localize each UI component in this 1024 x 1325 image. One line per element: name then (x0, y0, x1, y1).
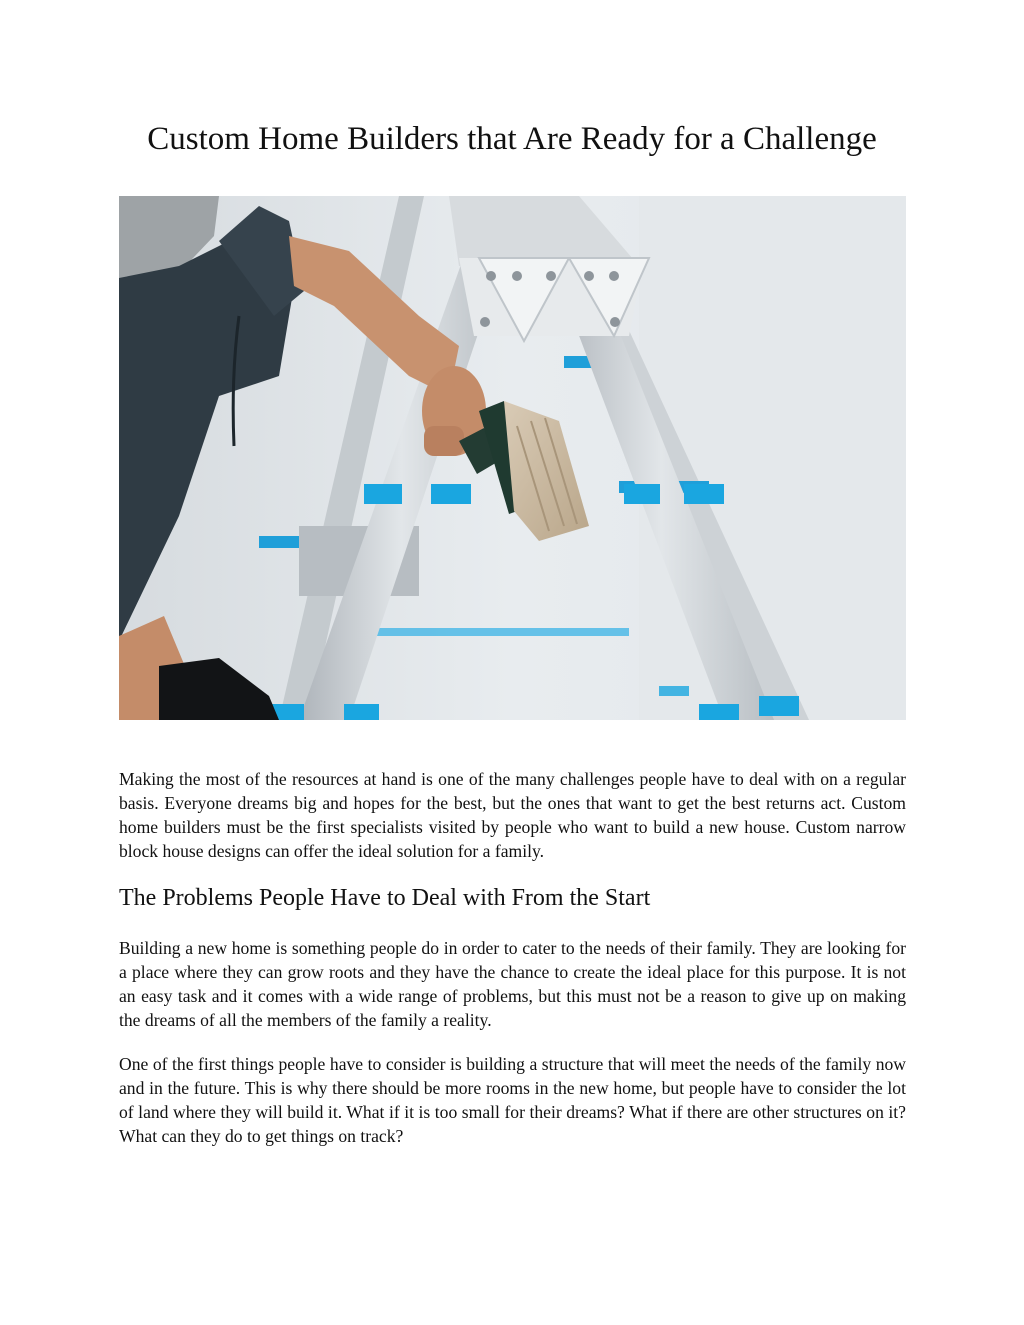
considerations-paragraph: One of the first things people have to consider is building a structure that will meet the needs of the family now and in the future. This is why there should be more rooms in the new home, but people have to consider the lot of land where they will build it. What if it is too small for their dreams? What if there are other structures on it? What can they do to get things on track? (119, 1054, 906, 1146)
ladder-paintbrush-photo (119, 196, 906, 720)
problems-paragraph: Building a new home is something people do in order to cater to the needs of their family. They are looking for a place where they can grow roots and they have the chance to create the ideal place for this purpose. It is not an easy task and it comes with a wide range of problems, but this must not be a reason to give up on making the dreams of all the members of the family a reality. (119, 938, 906, 1030)
intro-paragraph: Making the most of the resources at hand is one of the many challenges people have to deal with on a regular basis. Everyone dreams big and hopes for the best, but the ones that want to get the best returns act. Custom home builders must be the first specialists visited by people who want to build a new house. Custom narrow block house designs can offer the ideal solution for a family. (119, 769, 906, 861)
section-heading: The Problems People Have to Deal with From the Start (119, 885, 651, 911)
document-title: Custom Home Builders that Are Ready for a Challenge (147, 121, 877, 157)
